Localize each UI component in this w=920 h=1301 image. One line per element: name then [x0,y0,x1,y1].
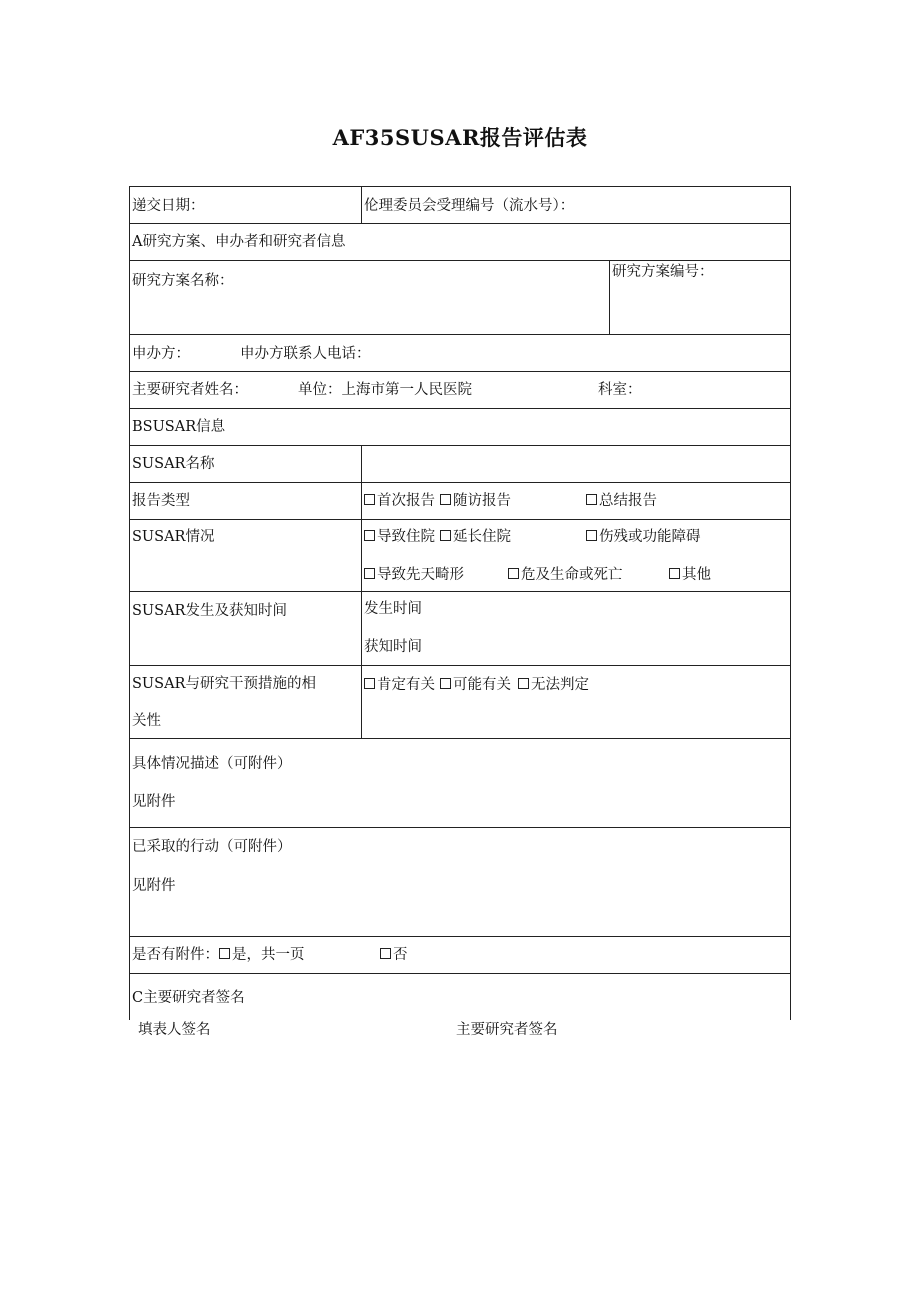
row-divider [129,260,791,261]
relevance-option[interactable]: 可能有关 [440,675,511,695]
protocol-number-label: 研究方案编号： [612,264,714,280]
situation-option[interactable]: 危及生命或死亡 [508,565,623,585]
situation-option[interactable]: 延长住院 [440,527,511,547]
pi-signature-label: 主要研究者签名 [456,1022,558,1038]
relevance-label: SUSAR与研究干预措施的相 [132,676,316,692]
unit-label: 单位：上海市第一人民医院 [298,382,472,398]
row-divider [129,334,791,335]
row-divider [129,936,791,937]
actions-label: 已采取的行动（可附件） [132,839,292,855]
col-divider [361,445,362,738]
report-type-label: 报告类型 [132,493,190,509]
ethics-number-label: 伦理委员会受理编号（流水号）： [364,198,575,214]
occur-time-label: SUSAR发生及获知时间 [132,603,287,619]
report-type-option[interactable]: 首次报告 [364,491,435,511]
situation-option[interactable]: 伤残或功能障碍 [586,527,701,547]
relevance-option[interactable]: 肯定有关 [364,675,435,695]
situation-option[interactable]: 其他 [669,565,711,585]
protocol-name-label: 研究方案名称： [132,273,234,289]
row-divider [129,482,791,483]
checkbox[interactable] [508,568,519,579]
checkbox[interactable] [440,530,451,541]
occur-time-field: 发生时间 [364,601,422,617]
description-label: 具体情况描述（可附件） [132,756,292,772]
checkbox[interactable] [364,678,375,689]
row-divider [129,371,791,372]
actions-value: 见附件 [132,878,176,894]
row-divider [129,738,791,739]
table-border-right [790,186,791,1020]
checkbox[interactable] [364,530,375,541]
row-divider [129,223,791,224]
row-divider [129,665,791,666]
relevance-option[interactable]: 无法判定 [518,675,589,695]
sponsor-contact-label: 申办方联系人电话： [240,346,371,362]
row-divider [129,408,791,409]
checkbox[interactable] [440,494,451,505]
row-divider [129,973,791,974]
report-type-option[interactable]: 随访报告 [440,491,511,511]
sponsor-label: 申办方： [132,346,190,362]
table-border-top [129,186,791,187]
checkbox[interactable] [364,568,375,579]
row-divider [129,445,791,446]
situation-option[interactable]: 导致住院 [364,527,435,547]
checkbox[interactable] [586,530,597,541]
col-divider [361,186,362,223]
situation-option[interactable]: 导致先天畸形 [364,565,464,585]
known-time-field: 获知时间 [364,639,422,655]
section-c-heading: C主要研究者签名 [132,990,245,1006]
susar-situation-label: SUSAR情况 [132,529,215,545]
checkbox[interactable] [586,494,597,505]
row-divider [129,827,791,828]
table-border-left [129,186,130,1020]
relevance-label-cont: 关性 [132,713,161,729]
description-value: 见附件 [132,794,176,810]
checkbox[interactable] [518,678,529,689]
section-b-heading: BSUSAR信息 [132,419,226,435]
section-a-heading: A研究方案、申办者和研究者信息 [132,234,346,250]
report-type-option[interactable]: 总结报告 [586,491,657,511]
col-divider [609,260,610,334]
checkbox[interactable] [669,568,680,579]
susar-form-table [129,186,791,1020]
attachment-label: 是否有附件： 是，共一页 [132,947,305,963]
submit-date-label: 递交日期： [132,198,205,214]
checkbox[interactable] [219,948,230,959]
filler-signature-label: 填表人签名 [138,1022,211,1038]
checkbox[interactable] [380,948,391,959]
page-title: AF35SUSAR报告评估表 [332,125,588,150]
pi-name-label: 主要研究者姓名： [132,382,248,398]
attachment-no-option[interactable]: 否 [380,945,408,965]
checkbox[interactable] [364,494,375,505]
row-divider [129,519,791,520]
department-label: 科室： [598,382,642,398]
susar-name-label: SUSAR名称 [132,456,215,472]
row-divider [129,591,791,592]
checkbox[interactable] [440,678,451,689]
